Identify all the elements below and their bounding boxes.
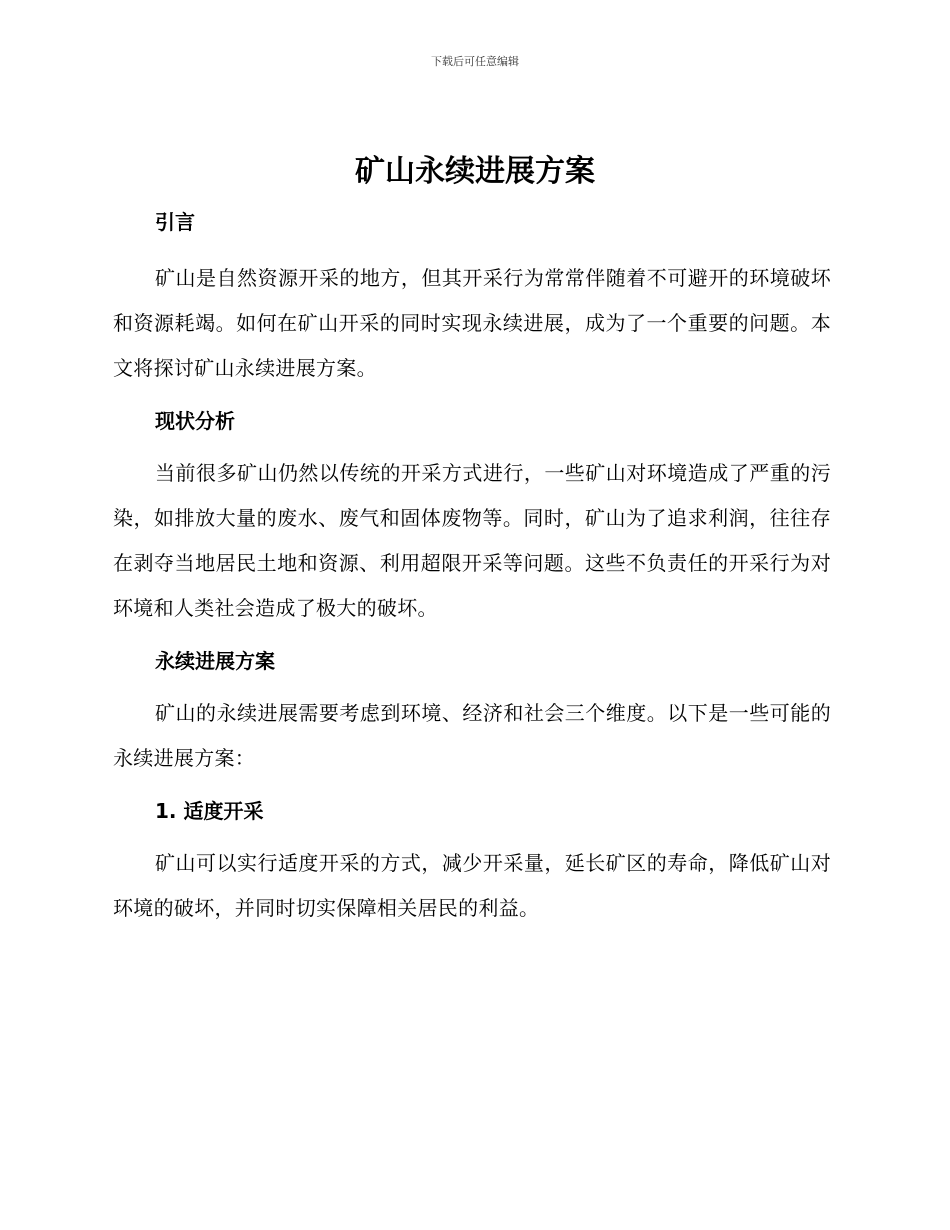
section-heading: 现状分析 bbox=[155, 409, 235, 433]
section-sustainable-plan bbox=[113, 641, 831, 781]
document-body bbox=[113, 200, 831, 941]
section-heading: 永续进展方案 bbox=[155, 649, 275, 673]
section-paragraph: 矿山可以实行适度开采的方式，减少开采量，延长矿区的寿命，降低矿山对环境的破坏，并同时切实保障相关居民的利益。 bbox=[113, 851, 831, 920]
section-current-analysis bbox=[113, 401, 831, 631]
page-header-note: 下载后可任意编辑 bbox=[431, 55, 519, 68]
document-title: 矿山永续进展方案 bbox=[355, 154, 595, 189]
section-moderate-mining bbox=[113, 791, 831, 931]
section-paragraph: 当前很多矿山仍然以传统的开采方式进行，一些矿山对环境造成了严重的污染，如排放大量的废水、废气和固体废物等。同时，矿山为了追求利润，往往存在剥夺当地居民土地和资源、利用超限开采等问题。这些不负责任的开采行为对环境和人类社会造成了极大的破坏。 bbox=[113, 461, 831, 620]
section-introduction bbox=[113, 202, 831, 391]
section-heading: 引言 bbox=[155, 210, 195, 234]
section-paragraph: 矿山是自然资源开采的地方，但其开采行为常常伴随着不可避开的环境破坏和资源耗竭。如何在矿山开采的同时实现永续进展，成为了一个重要的问题。本文将探讨矿山永续进展方案。 bbox=[113, 266, 831, 380]
section-heading: 1. 适度开采 bbox=[155, 799, 264, 823]
section-paragraph: 矿山的永续进展需要考虑到环境、经济和社会三个维度。以下是一些可能的永续进展方案： bbox=[113, 701, 831, 770]
